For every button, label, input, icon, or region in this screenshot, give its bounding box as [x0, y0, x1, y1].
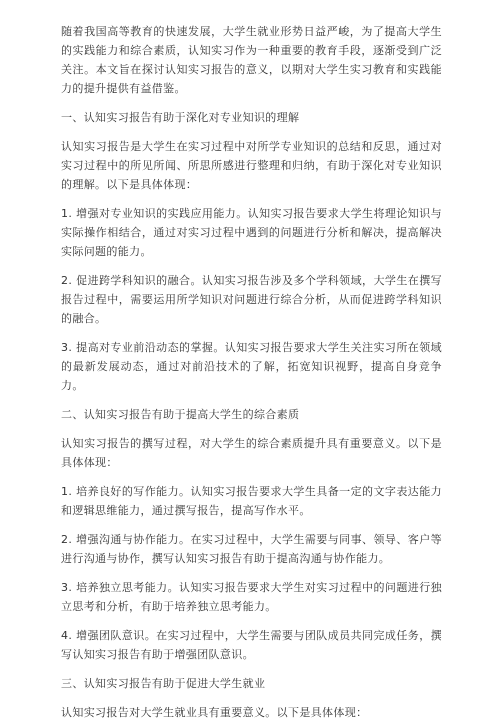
section-1-intro: 认知实习报告是大学生在实习过程中对所学专业知识的总结和反思，通过对实习过程中的所见所闻、所思所感进行整理和归纳，有助于深化对专业知识的理解。以下是具体体现：	[61, 140, 442, 191]
section-2-point-1: 1. 培养良好的写作能力。认知实习报告要求大学生具备一定的文字表达能力和逻辑思维能力，通过撰写报告，提高写作水平。	[61, 485, 442, 517]
intro-paragraph: 随着我国高等教育的快速发展，大学生就业形势日益严峻，为了提高大学生的实践能力和综合素质，认知实习作为一种重要的教育手段，逐渐受到广泛关注。本文旨在探讨认知实习报告的意义，以期对大学生实习教育和实践能力的提升提供有益借鉴。	[61, 25, 442, 95]
section-1-point-3: 3. 提高对专业前沿动态的掌握。认知实习报告要求大学生关注实习所在领域的最新发展动态，通过对前沿技术的了解，拓宽知识视野，提高自身竞争力。	[61, 341, 442, 392]
section-heading-1: 一、认知实习报告有助于深化对专业知识的理解	[61, 111, 300, 124]
section-3-intro: 认知实习报告对大学生就业具有重要意义。以下是具体体现：	[61, 706, 368, 719]
section-2-point-4: 4. 增强团队意识。在实习过程中，大学生需要与团队成员共同完成任务，撰写认知实习报告有助于增强团队意识。	[61, 629, 442, 661]
section-2-point-2: 2. 增强沟通与协作能力。在实习过程中，大学生需要与同事、领导、客户等进行沟通与协作，撰写认知实习报告有助于提高沟通与协作能力。	[61, 533, 442, 565]
section-2-intro: 认知实习报告的撰写过程，对大学生的综合素质提升具有重要意义。以下是具体体现：	[61, 437, 442, 469]
section-1-point-2: 2. 促进跨学科知识的融合。认知实习报告涉及多个学科领域，大学生在撰写报告过程中，需要运用所学知识对问题进行综合分析，从而促进跨学科知识的融合。	[61, 274, 442, 325]
section-heading-2: 二、认知实习报告有助于提高大学生的综合素质	[61, 408, 300, 421]
section-heading-3: 三、认知实习报告有助于促进大学生就业	[61, 677, 266, 690]
section-1-point-1: 1. 增强对专业知识的实践应用能力。认知实习报告要求大学生将理论知识与实际操作相结合，通过对实习过程中遇到的问题进行分析和解决，提高解决实际问题的能力。	[61, 207, 442, 258]
section-2-point-3: 3. 培养独立思考能力。认知实习报告要求大学生对实习过程中的问题进行独立思考和分析，有助于培养独立思考能力。	[61, 581, 442, 613]
